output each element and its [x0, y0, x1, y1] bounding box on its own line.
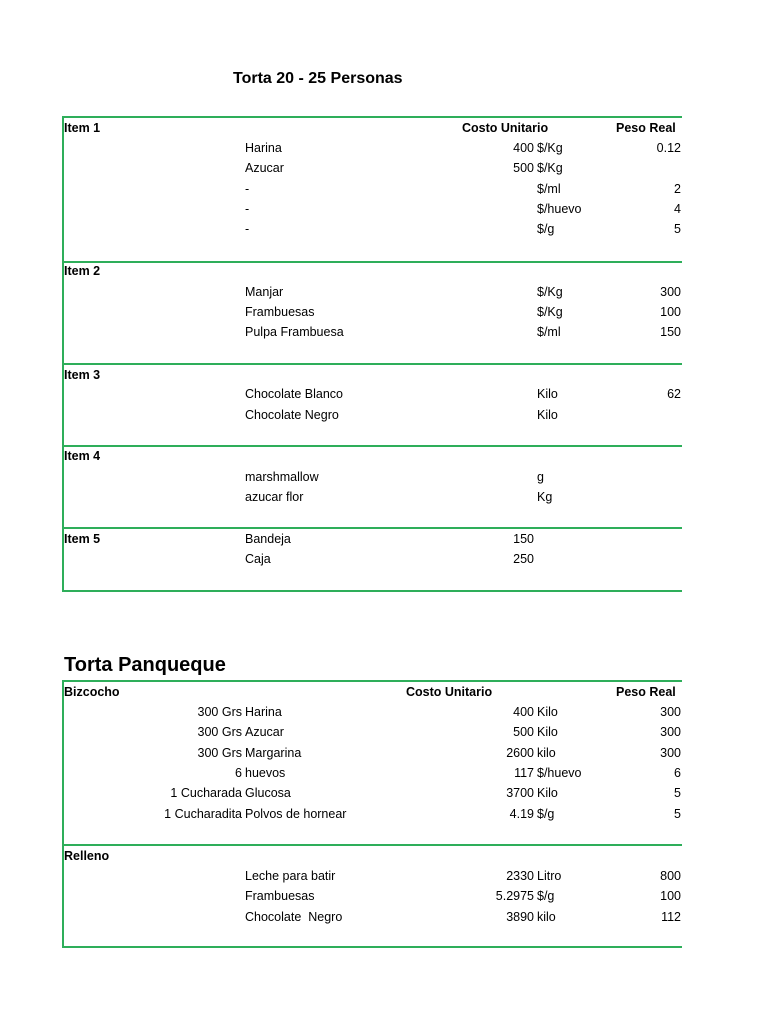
ingredient-peso: 5 [674, 222, 681, 236]
ingredient-peso: 5 [674, 807, 681, 821]
ingredient-price: 250 [513, 552, 534, 566]
ingredient-unit: $/ml [537, 182, 561, 196]
ingredient-name: Azucar [245, 161, 284, 175]
ingredient-price: 500 [513, 725, 534, 739]
ingredient-peso: 800 [660, 869, 681, 883]
item-label: Item 5 [64, 532, 101, 546]
ingredient-name: Manjar [245, 285, 284, 299]
ingredient-name: Chocolate Blanco [245, 387, 343, 401]
ingredient-peso: 4 [674, 202, 681, 216]
ingredient-unit: $/Kg [537, 141, 563, 155]
ingredient-name: huevos [245, 766, 286, 780]
ingredient-name: marshmallow [245, 470, 319, 484]
ingredient-name: Harina [245, 141, 282, 155]
ingredient-price: 4.19 [509, 807, 534, 821]
item-label: Item 4 [64, 449, 101, 463]
item-label: Item 3 [64, 368, 101, 382]
ingredient-price: 2330 [506, 869, 534, 883]
ingredient-peso: 0.12 [656, 141, 681, 155]
ingredient-name: Pulpa Frambuesa [245, 325, 344, 339]
group-label: Bizcocho [64, 685, 120, 699]
ingredient-unit: $/g [537, 807, 555, 821]
ingredient-unit: kilo [537, 746, 556, 760]
ingredient-peso: 100 [660, 889, 681, 903]
ingredient-peso: 62 [667, 387, 681, 401]
ingredient-peso: 300 [660, 285, 681, 299]
ingredient-name: Margarina [245, 746, 302, 760]
ingredient-unit: $/ml [537, 325, 561, 339]
item5-box [62, 527, 682, 592]
ingredient-unit: g [537, 470, 544, 484]
ingredient-name: Bandeja [245, 532, 291, 546]
ingredient-peso: 6 [674, 766, 681, 780]
ingredient-price: 150 [513, 532, 534, 546]
ingredient-unit: Kilo [537, 387, 558, 401]
ingredient-unit: $/huevo [537, 202, 582, 216]
ingredient-unit: $/g [537, 222, 555, 236]
ingredient-name: azucar flor [245, 490, 304, 504]
ingredient-peso: 150 [660, 325, 681, 339]
ingredient-name: Harina [245, 705, 282, 719]
ingredient-qty: 1 Cucharada [170, 786, 242, 800]
ingredient-name: - [245, 202, 250, 216]
ingredient-peso: 100 [660, 305, 681, 319]
ingredient-name: Frambuesas [245, 305, 315, 319]
section1-title: Torta 20 - 25 Personas [233, 70, 403, 87]
ingredient-unit: $/Kg [537, 305, 563, 319]
s1-header-costo: Costo Unitario [462, 121, 549, 135]
item4-box [62, 445, 682, 529]
ingredient-peso: 300 [660, 705, 681, 719]
section2-title: Torta Panqueque [64, 654, 226, 676]
ingredient-unit: $/Kg [537, 161, 563, 175]
ingredient-name: Leche para batir [245, 869, 336, 883]
ingredient-price: 3700 [506, 786, 534, 800]
ingredient-price: 400 [513, 705, 534, 719]
ingredient-price: 500 [513, 161, 534, 175]
item1-box [62, 116, 682, 263]
ingredient-qty: 1 Cucharadita [164, 807, 242, 821]
ingredient-unit: Kilo [537, 408, 558, 422]
ingredient-name: - [245, 222, 250, 236]
ingredient-unit: $/g [537, 889, 555, 903]
item2-box [62, 261, 682, 365]
ingredient-unit: $/huevo [537, 766, 582, 780]
ingredient-name: Glucosa [245, 786, 291, 800]
ingredient-price: 117 [514, 766, 534, 780]
ingredient-name: Chocolate Negro [245, 910, 343, 924]
item3-box [62, 363, 682, 447]
ingredient-price: 400 [513, 141, 534, 155]
ingredient-price: 2600 [506, 746, 534, 760]
item-label: Item 2 [64, 264, 101, 278]
ingredient-qty: 300 Grs [197, 746, 242, 760]
ingredient-unit: Litro [537, 869, 562, 883]
ingredient-peso: 300 [660, 725, 681, 739]
ingredient-peso: 300 [660, 746, 681, 760]
ingredient-name: Polvos de hornear [245, 807, 347, 821]
group-label: Relleno [64, 849, 110, 863]
ingredient-peso: 5 [674, 786, 681, 800]
ingredient-name: Frambuesas [245, 889, 315, 903]
ingredient-unit: Kg [537, 490, 553, 504]
ingredient-name: Azucar [245, 725, 284, 739]
s1-header-peso: Peso Real [616, 121, 676, 135]
ingredient-unit: $/Kg [537, 285, 563, 299]
ingredient-unit: Kilo [537, 705, 558, 719]
ingredient-name: Chocolate Negro [245, 408, 339, 422]
ingredient-price: 3890 [506, 910, 534, 924]
s2-header-peso: Peso Real [616, 685, 676, 699]
ingredient-peso: 2 [674, 182, 681, 196]
ingredient-peso: 112 [661, 910, 681, 924]
ingredient-unit: Kilo [537, 786, 558, 800]
ingredient-unit: Kilo [537, 725, 558, 739]
ingredient-name: - [245, 182, 250, 196]
s2-header-costo: Costo Unitario [406, 685, 493, 699]
item-label: Item 1 [64, 121, 101, 135]
ingredient-price: 5.2975 [495, 889, 534, 903]
ingredient-qty: 6 [235, 766, 242, 780]
ingredient-unit: kilo [537, 910, 556, 924]
ingredient-qty: 300 Grs [197, 705, 242, 719]
ingredient-qty: 300 Grs [197, 725, 242, 739]
ingredient-name: Caja [245, 552, 271, 566]
relleno-box [62, 844, 682, 948]
